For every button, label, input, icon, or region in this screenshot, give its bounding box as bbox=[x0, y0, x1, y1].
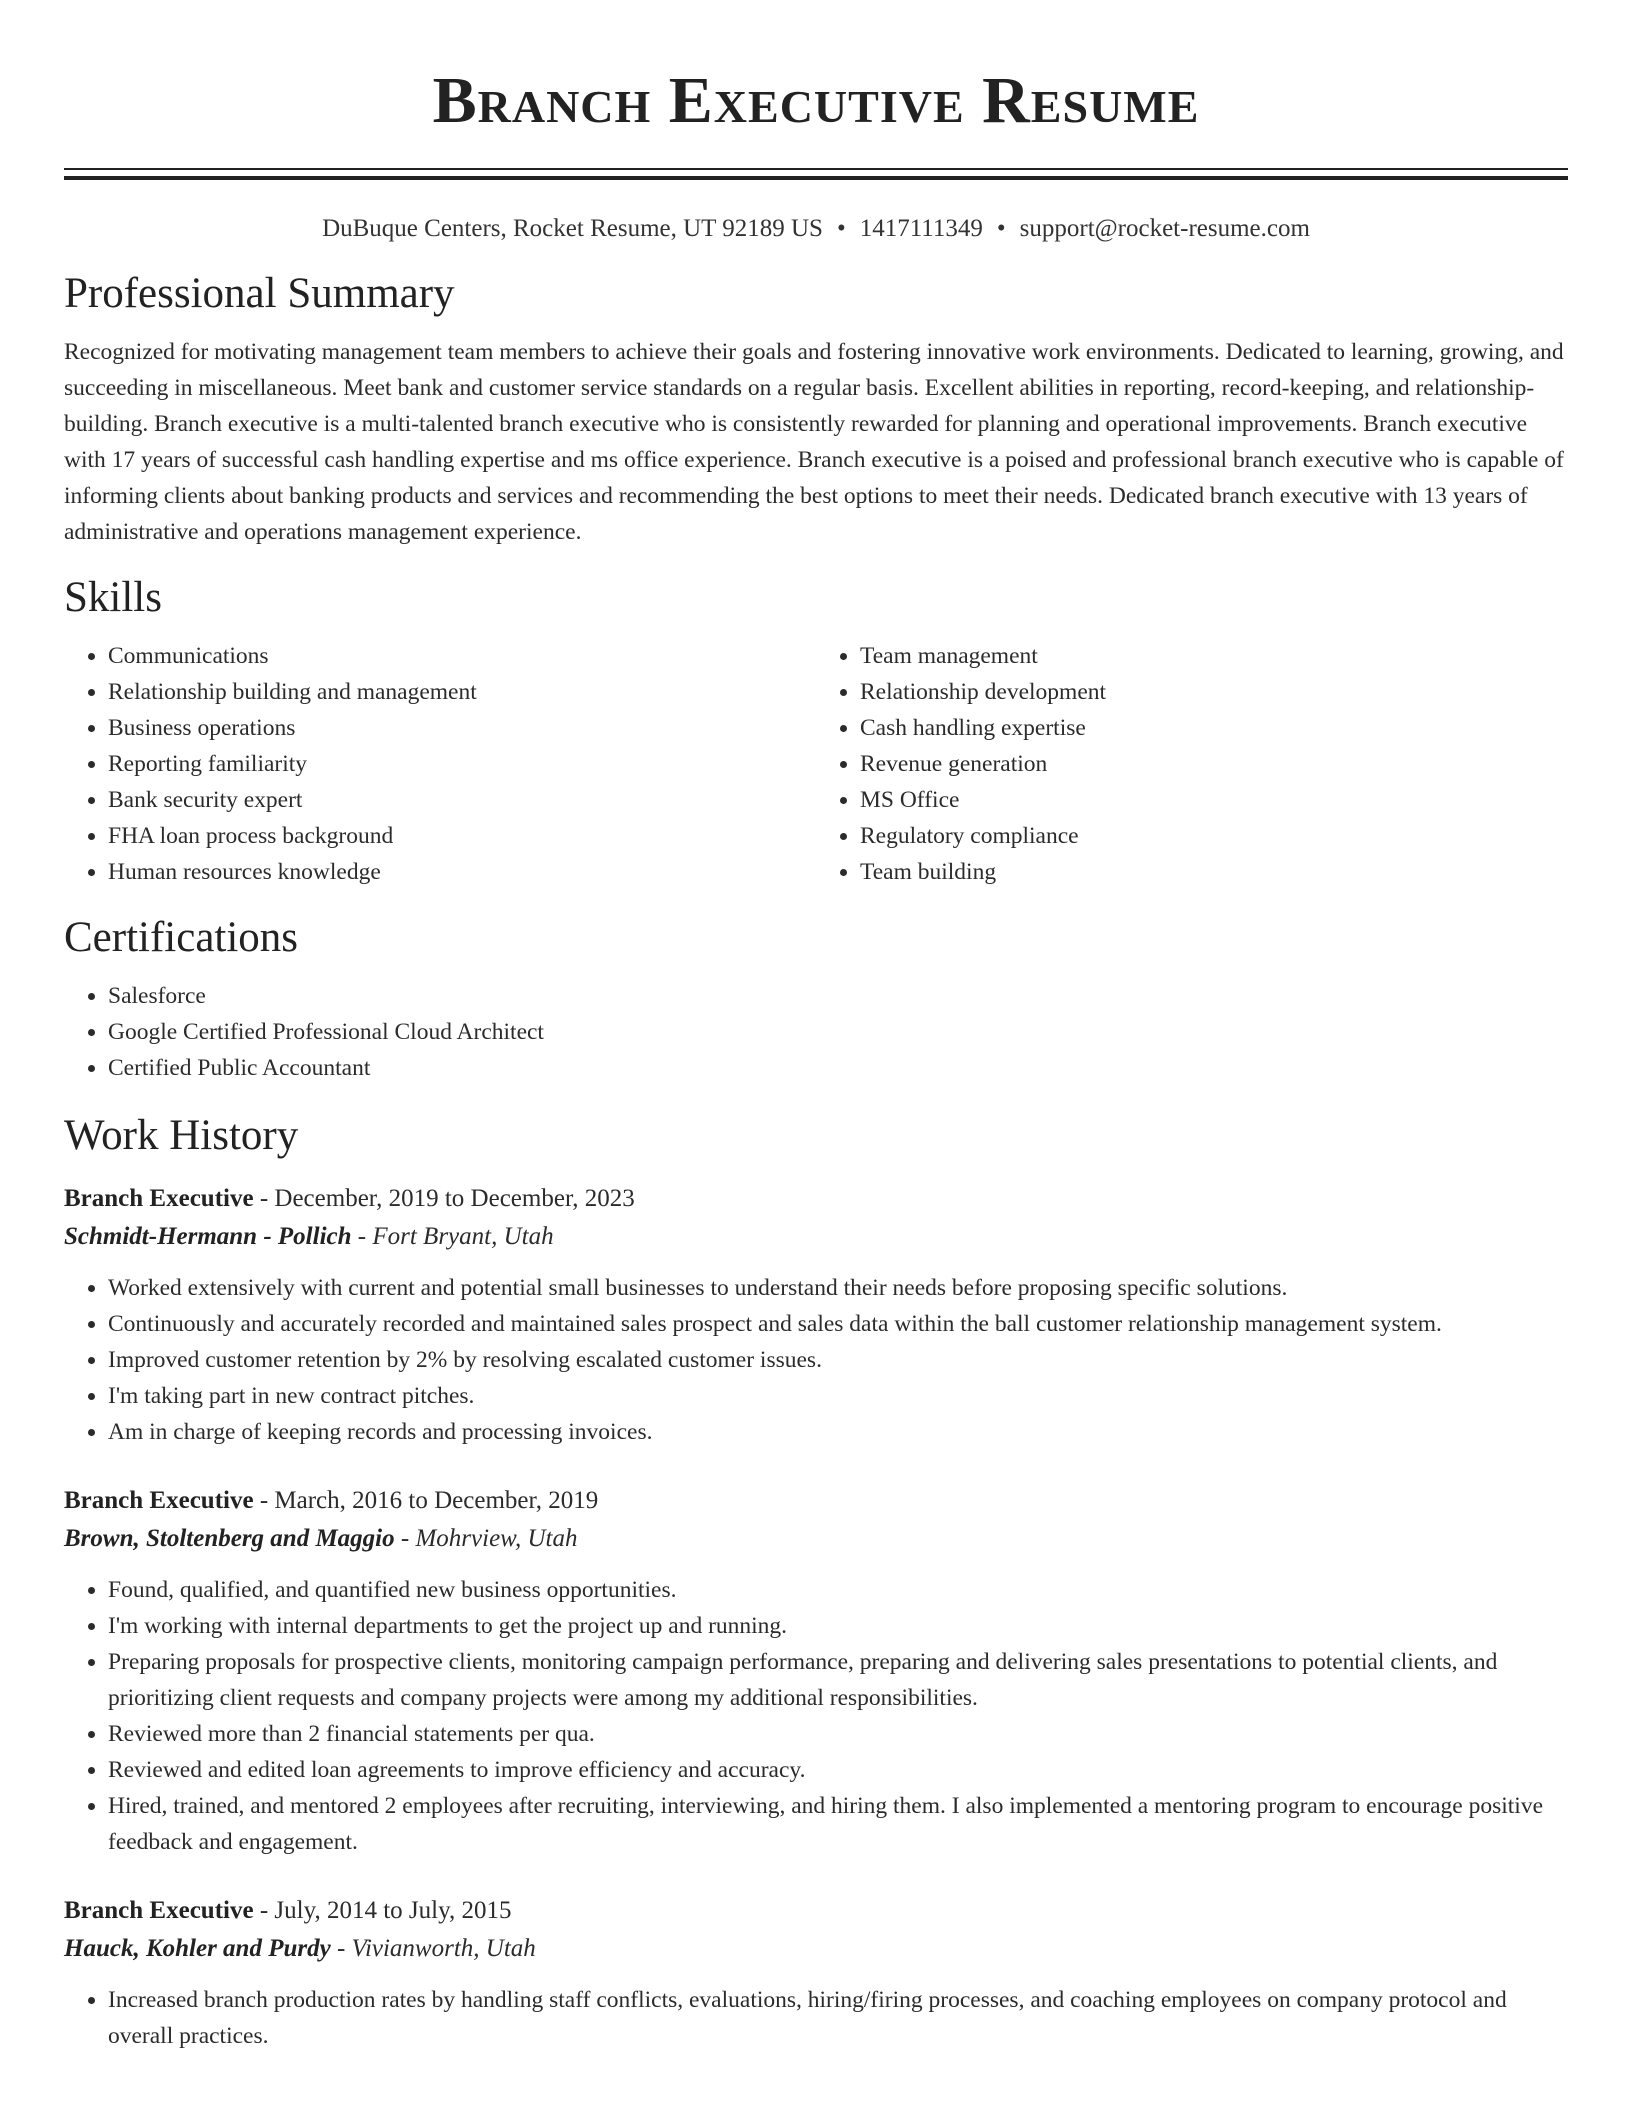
skills-list-left bbox=[64, 638, 816, 890]
job-company: Schmidt-Hermann - Pollich bbox=[64, 1223, 352, 1250]
job-bullet: • Improved customer retention by 2% by resolving escalated customer issues. bbox=[108, 1342, 1568, 1378]
summary-text: Recognized for motivating management team members to achieve their goals and fostering innovative work environments. Dedicated to learning, growing, and succeeding in miscellaneous. Meet bank and customer service standards on a regular basis. Excellent abilities in reporting, record-keeping, and relationship-building. Branch executive is a multi-talented branch executive who is consistently rewarded for planning and operational improvements. Branch executive with 17 years of successful cash handling expertise and ms office experience. Branch executive is a poised and professional branch executive who is capable of informing clients about banking products and services and recommending the best options to meet their needs. Dedicated branch executive with 13 years of administrative and operations management experience. bbox=[64, 339, 1564, 545]
job-bullet: • Worked extensively with current and potential small businesses to understand their needs before proposing specific solutions. bbox=[108, 1270, 1568, 1306]
certifications-heading: Certifications bbox=[64, 914, 299, 961]
skills-heading: Skills bbox=[64, 574, 162, 621]
skill-item: • Relationship development bbox=[860, 674, 1568, 710]
title-divider-thin bbox=[64, 168, 1568, 170]
certification-item: • Certified Public Accountant bbox=[108, 1050, 1568, 1086]
job-entry bbox=[64, 1482, 1568, 1860]
skill-item: • Reporting familiarity bbox=[108, 746, 816, 782]
job-location: Mohrview, Utah bbox=[415, 1525, 578, 1552]
job-title: Branch Executive bbox=[64, 1897, 254, 1924]
skill-item: • Regulatory compliance bbox=[860, 818, 1568, 854]
job-dates: December, 2019 to December, 2023 bbox=[274, 1185, 635, 1212]
contact-address: DuBuque Centers, Rocket Resume, UT 92189 US bbox=[322, 215, 823, 242]
resume-content bbox=[64, 0, 1568, 2054]
job-entry bbox=[64, 1892, 1568, 2054]
job-bullet: • I'm taking part in new contract pitches. bbox=[108, 1378, 1568, 1414]
job-title: Branch Executive bbox=[64, 1487, 254, 1514]
contact-separator: • bbox=[996, 215, 1006, 242]
job-bullet: • Hired, trained, and mentored 2 employees after recruiting, interviewing, and hiring them. I also implemented a mentoring program to encourage positive feedback and engagement. bbox=[108, 1788, 1568, 1860]
skills-grid bbox=[64, 638, 1568, 890]
job-company-line: Brown, Stoltenberg and Maggio - Mohrview, Utah bbox=[64, 1525, 578, 1552]
job-bullet: • Preparing proposals for prospective clients, monitoring campaign performance, preparing and delivering sales presentations to potential clients, and prioritizing client requests and company projects were among my additional responsibilities. bbox=[108, 1644, 1568, 1716]
job-bullet: • Found, qualified, and quantified new business opportunities. bbox=[108, 1572, 1568, 1608]
job-title: Branch Executive bbox=[64, 1185, 254, 1212]
job-bullet: • Reviewed and edited loan agreements to improve efficiency and accuracy. bbox=[108, 1752, 1568, 1788]
contact-line bbox=[64, 212, 1568, 246]
job-bullets bbox=[64, 1982, 1568, 2054]
job-entry bbox=[64, 1180, 1568, 1450]
contact-phone: 1417111349 bbox=[859, 215, 983, 242]
title-divider-thick bbox=[64, 176, 1568, 180]
job-bullet: • I'm working with internal departments to get the project up and running. bbox=[108, 1608, 1568, 1644]
contact-email: support@rocket-resume.com bbox=[1019, 215, 1310, 242]
job-company-line: Hauck, Kohler and Purdy - Vivianworth, Utah bbox=[64, 1935, 536, 1962]
skills-column-right bbox=[816, 638, 1568, 890]
job-location: Fort Bryant, Utah bbox=[372, 1223, 554, 1250]
skills-list-right bbox=[816, 638, 1568, 890]
job-bullets bbox=[64, 1572, 1568, 1860]
skill-item: • Human resources knowledge bbox=[108, 854, 816, 890]
certification-item: • Salesforce bbox=[108, 978, 1568, 1014]
skill-item: • Relationship building and management bbox=[108, 674, 816, 710]
job-title-line: Branch Executive - July, 2014 to July, 2015 bbox=[64, 1897, 512, 1924]
skill-item: • Cash handling expertise bbox=[860, 710, 1568, 746]
skill-item: • Revenue generation bbox=[860, 746, 1568, 782]
skill-item: • Team building bbox=[860, 854, 1568, 890]
skills-column-left bbox=[64, 638, 816, 890]
skill-item: • Bank security expert bbox=[108, 782, 816, 818]
job-location: Vivianworth, Utah bbox=[351, 1935, 536, 1962]
certification-item: • Google Certified Professional Cloud Architect bbox=[108, 1014, 1568, 1050]
job-bullet: • Reviewed more than 2 financial statements per qua. bbox=[108, 1716, 1568, 1752]
summary-heading: Professional Summary bbox=[64, 270, 455, 317]
skill-item: • FHA loan process background bbox=[108, 818, 816, 854]
job-bullet: • Increased branch production rates by handling staff conflicts, evaluations, hiring/firing processes, and coaching employees on company protocol and overall practices. bbox=[108, 1982, 1568, 2054]
job-company: Brown, Stoltenberg and Maggio bbox=[64, 1525, 395, 1552]
contact-separator: • bbox=[836, 215, 846, 242]
skill-item: • Communications bbox=[108, 638, 816, 674]
job-dates: March, 2016 to December, 2019 bbox=[274, 1487, 599, 1514]
skill-item: • Team management bbox=[860, 638, 1568, 674]
certifications-list bbox=[64, 978, 1568, 1086]
job-company-line: Schmidt-Hermann - Pollich - Fort Bryant, Utah bbox=[64, 1223, 554, 1250]
job-title-line: Branch Executive - December, 2019 to December, 2023 bbox=[64, 1185, 635, 1212]
skill-item: • Business operations bbox=[108, 710, 816, 746]
job-bullet: • Continuously and accurately recorded and maintained sales prospect and sales data within the ball customer relationship management system. bbox=[108, 1306, 1568, 1342]
skill-item: • MS Office bbox=[860, 782, 1568, 818]
job-title-line: Branch Executive - March, 2016 to December, 2019 bbox=[64, 1487, 599, 1514]
job-bullets bbox=[64, 1270, 1568, 1450]
work-history-heading: Work History bbox=[64, 1112, 299, 1159]
job-company: Hauck, Kohler and Purdy bbox=[64, 1935, 331, 1962]
job-bullet: • Am in charge of keeping records and processing invoices. bbox=[108, 1414, 1568, 1450]
page-title: Branch Executive Resume bbox=[432, 64, 1200, 137]
job-dates: July, 2014 to July, 2015 bbox=[274, 1897, 512, 1924]
